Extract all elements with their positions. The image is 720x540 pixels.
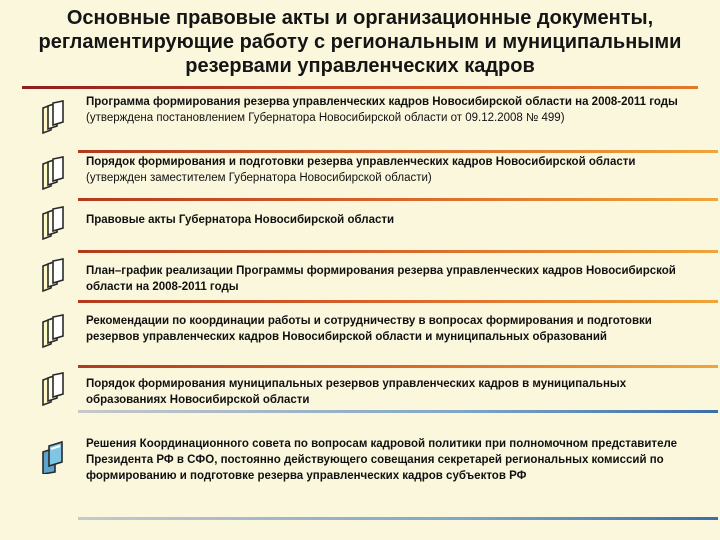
item-title: Рекомендации по координации работы и сотрудничеству в вопросах формирования и подготовки резервов управленческих кадров Новосибирской области и муниципальных образований — [86, 315, 652, 343]
item-note: (утвержден заместителем Губернатора Новосибирской области) — [86, 172, 432, 184]
item-divider — [78, 250, 718, 253]
item-divider — [78, 198, 718, 201]
item-title: Правовые акты Губернатора Новосибирской области — [86, 214, 395, 226]
item-title: Порядок формирования и подготовки резерва управленческих кадров Новосибирской области — [86, 156, 636, 168]
document-stack-icon — [40, 440, 66, 474]
item-divider — [78, 410, 718, 413]
document-stack-icon — [40, 314, 66, 348]
item-divider — [78, 300, 718, 303]
item-title: План–график реализации Программы формирования резерва управленческих кадров Новосибирской области на 2008-2011 годы — [86, 265, 676, 293]
item-text — [86, 212, 686, 228]
item-text — [86, 94, 686, 126]
item-text — [86, 376, 686, 408]
item-divider — [78, 365, 718, 368]
item-text — [86, 263, 686, 295]
item-text — [86, 313, 686, 345]
document-stack-icon — [40, 258, 66, 292]
item-note: (утверждена постановлением Губернатора Новосибирской области от 09.12.2008 № 499) — [86, 112, 565, 124]
document-stack-icon — [40, 206, 66, 240]
item-divider — [78, 517, 718, 520]
item-title: Порядок формирования муниципальных резервов управленческих кадров в муниципальных образованиях Новосибирской области — [86, 378, 627, 406]
item-text — [86, 436, 686, 484]
document-stack-icon — [40, 372, 66, 406]
item-title: Программа формирования резерва управленческих кадров Новосибирской области на 2008-2011 годы — [86, 96, 678, 108]
title-divider — [22, 86, 698, 89]
item-divider — [78, 150, 718, 153]
item-title: Решения Координационного совета по вопросам кадровой политики при полномочном представителе Президента РФ в СФО, постоянно действующего совещания секретарей региональных комиссий по формированию и подготовке резерва управленческих кадров субъектов РФ — [86, 438, 678, 482]
item-text — [86, 154, 686, 186]
page-title: Основные правовые акты и организационные документы, регламентирующие работу с региональным и муниципальными резервами управленческих кадров — [38, 7, 682, 77]
document-stack-icon — [40, 100, 66, 134]
document-stack-icon — [40, 156, 66, 190]
